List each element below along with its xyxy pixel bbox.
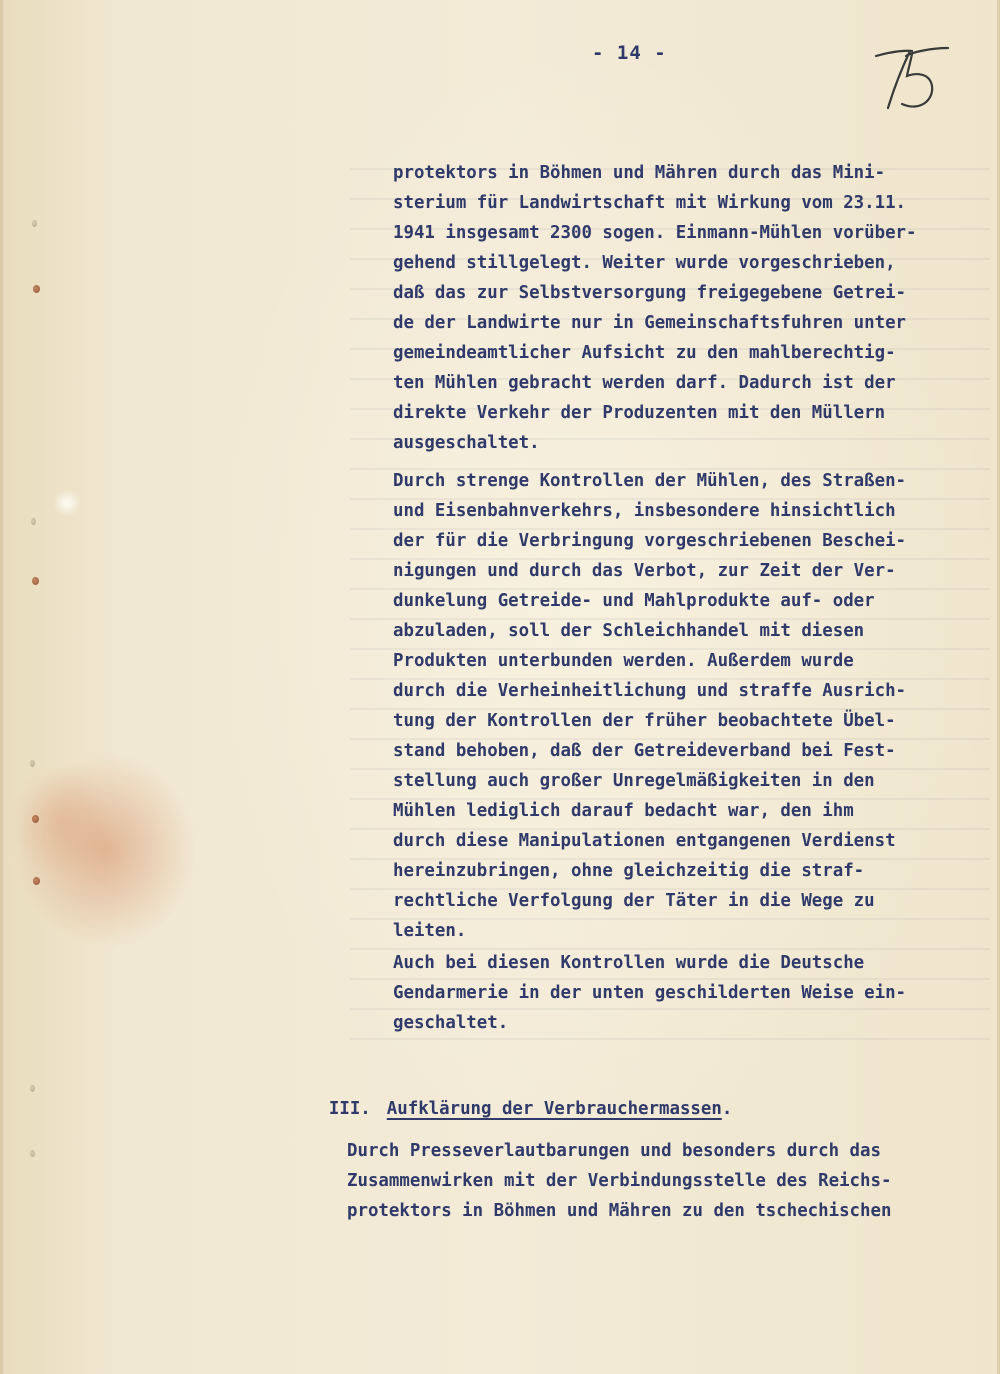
punch-hole [31, 518, 36, 525]
section-intro-paragraph: Durch Presseverlautbarungen und besonders durch das Zusammenwirken mit der Verbindungsstelle des Reichs- protektors in Böhmen und Mähren zu den tschechischen [347, 1141, 892, 1221]
punch-hole [30, 1085, 35, 1092]
paragraph-gendarmerie: Auch bei diesen Kontrollen wurde die Deutsche Gendarmerie in der unten geschilderten Weise ein- geschaltet. [393, 953, 907, 1033]
section-title-period: . [721, 1099, 733, 1119]
paper-crease-mark [54, 488, 80, 518]
handwritten-folio-number [872, 42, 950, 116]
punch-hole-rusted [32, 577, 39, 585]
section-title: Aufklärung der Verbrauchermassen [386, 1099, 722, 1119]
section-number: III. [328, 1099, 371, 1119]
page-number: - 14 - [592, 42, 667, 64]
punch-hole [32, 220, 37, 227]
punch-hole [30, 1150, 35, 1157]
paragraph-mill-closures: protektors in Böhmen und Mähren durch das Mini- sterium für Landwirtschaft mit Wirkung vom 23.11. 1941 insgesamt 2300 sogen. Einmann-Mühlen vorüber- gehend stillgelegt. Weiter wurde vorgeschrieben, daß das zur Selbstversorgung freigegebene Getrei- de der Landwirte nur in Gemeinschaftsfuhren unter gemeindeamtlicher Aufsicht zu den mahlberechtig- ten Mühlen gebracht werden darf. Dadurch ist der direkte Verkehr der Produzenten mit den Müllern ausgeschaltet. [393, 163, 917, 453]
punch-hole-rusted [32, 815, 39, 823]
punch-hole-rusted [33, 877, 40, 885]
section-heading [287, 1079, 732, 1139]
paper-edge-left [0, 0, 3, 1374]
punch-hole [30, 760, 35, 767]
paragraph-controls: Durch strenge Kontrollen der Mühlen, des Straßen- und Eisenbahnverkehrs, insbesondere hinsichtlich der für die Verbringung vorgeschriebenen Beschei- nigungen und durch das Verbot, zur Zeit der Ver- dunkelung Getreide- und Mahlprodukte auf- oder abzuladen, soll der Schleichhandel mit diesen Produkten unterbunden werden. Außerdem wurde durch die Verheinheitlichung und straffe Ausrich- tung der Kontrollen der früher beobachtete Übel- stand behoben, daß der Getreideverband bei Fest- stellung auch großer Unregelmäßigkeiten in den Mühlen lediglich darauf bedacht war, den ihm durch diese Manipulationen entgangenen Verdienst hereinzubringen, ohne gleichzeitig die straf- rechtliche Verfolgung der Täter in die Wege zu leiten. [393, 471, 907, 941]
punch-hole-rusted [33, 285, 40, 293]
